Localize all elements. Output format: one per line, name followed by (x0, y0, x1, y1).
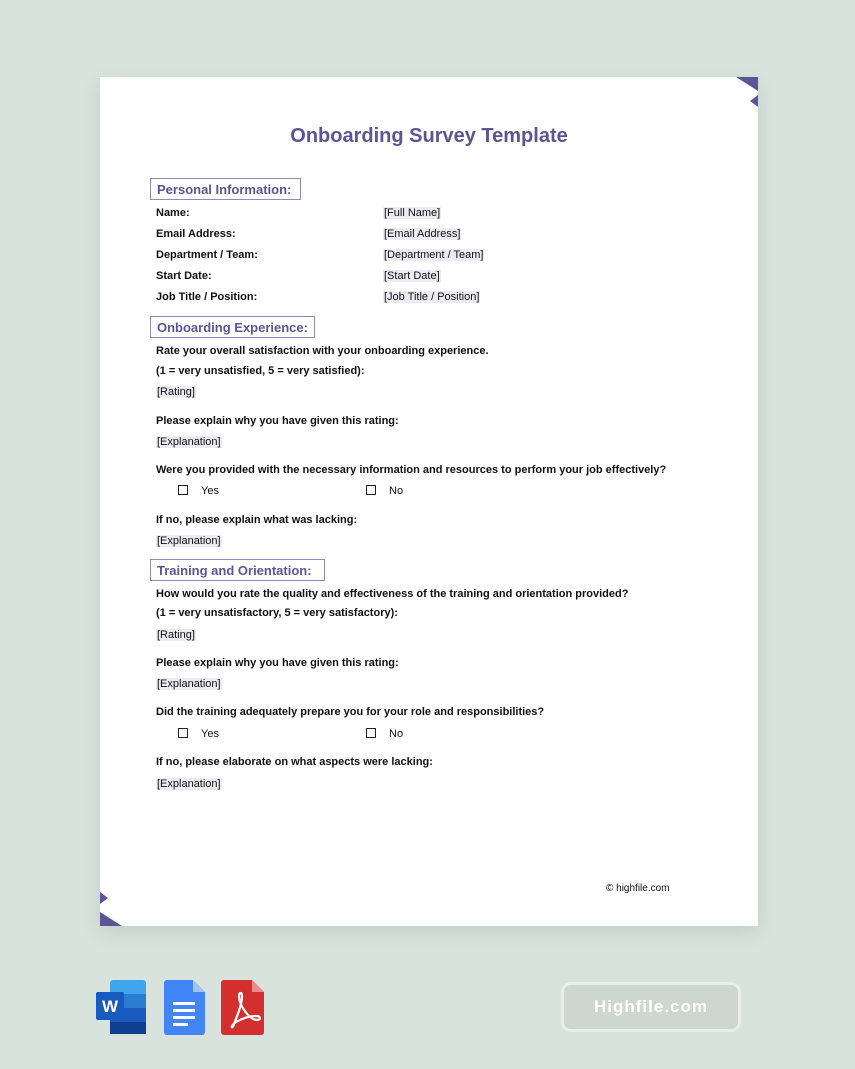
copyright-text: © highfile.com (606, 883, 670, 894)
onboarding-rating-field[interactable]: [Rating] (157, 386, 195, 398)
highfile-brand-button[interactable]: Highfile.com (561, 982, 741, 1032)
training-question-quality: How would you rate the quality and effectiveness of the training and orientation provided? (156, 588, 629, 600)
field-label-email: Email Address: (156, 228, 236, 240)
document-page (100, 77, 758, 926)
training-no-option[interactable] (366, 727, 403, 741)
field-value-department[interactable]: [Department / Team] (384, 249, 484, 261)
training-question-prepare: Did the training adequately prepare you for your role and responsibilities? (156, 706, 545, 718)
training-rating-field[interactable]: [Rating] (157, 629, 195, 641)
onboarding-question-lacking: If no, please explain what was lacking: (156, 514, 358, 526)
option-label-yes: Yes (201, 728, 219, 740)
training-lacking-field[interactable]: [Explanation] (157, 778, 221, 790)
option-label-yes: Yes (201, 485, 219, 497)
section-heading-training: Training and Orientation: (150, 559, 325, 581)
google-docs-icon[interactable] (163, 978, 207, 1036)
document-title: Onboarding Survey Template (290, 125, 568, 147)
section-heading-personal: Personal Information: (150, 178, 301, 200)
training-yes-option[interactable] (178, 727, 219, 741)
onboarding-yes-option[interactable] (178, 484, 219, 498)
training-explanation-field[interactable]: [Explanation] (157, 678, 221, 690)
corner-decoration (728, 77, 758, 111)
checkbox-icon[interactable] (178, 728, 188, 738)
onboarding-scale-note: (1 = very unsatisfied, 5 = very satisfied): (156, 365, 365, 377)
onboarding-no-option[interactable] (366, 484, 403, 498)
pdf-icon[interactable] (220, 978, 266, 1036)
training-scale-note: (1 = very unsatisfactory, 5 = very satisfactory): (156, 607, 398, 619)
checkbox-icon[interactable] (178, 485, 188, 495)
onboarding-question-explain: Please explain why you have given this rating: (156, 415, 399, 427)
onboarding-question-resources: Were you provided with the necessary information and resources to perform your job effectively? (156, 464, 667, 476)
option-label-no: No (389, 728, 404, 740)
field-label-name: Name: (156, 207, 190, 219)
onboarding-explanation-field[interactable]: [Explanation] (157, 436, 221, 448)
svg-text:W: W (101, 997, 119, 1016)
field-value-job-title[interactable]: [Job Title / Position] (384, 291, 480, 303)
section-heading-onboarding: Onboarding Experience: (150, 316, 315, 338)
field-value-email[interactable]: [Email Address] (384, 228, 461, 240)
option-label-no: No (389, 485, 404, 497)
corner-decoration (100, 892, 130, 926)
word-icon[interactable] (96, 978, 148, 1036)
checkbox-icon[interactable] (366, 485, 376, 495)
field-value-start-date[interactable]: [Start Date] (384, 270, 440, 282)
checkbox-icon[interactable] (366, 728, 376, 738)
onboarding-lacking-field[interactable]: [Explanation] (157, 535, 221, 547)
training-question-explain: Please explain why you have given this rating: (156, 657, 399, 669)
onboarding-question-satisfaction: Rate your overall satisfaction with your onboarding experience. (156, 345, 489, 357)
field-label-start-date: Start Date: (156, 270, 212, 282)
training-question-lacking: If no, please elaborate on what aspects were lacking: (156, 756, 433, 768)
field-value-name[interactable]: [Full Name] (384, 207, 441, 219)
field-label-job-title: Job Title / Position: (156, 291, 258, 303)
field-label-department: Department / Team: (156, 249, 258, 261)
